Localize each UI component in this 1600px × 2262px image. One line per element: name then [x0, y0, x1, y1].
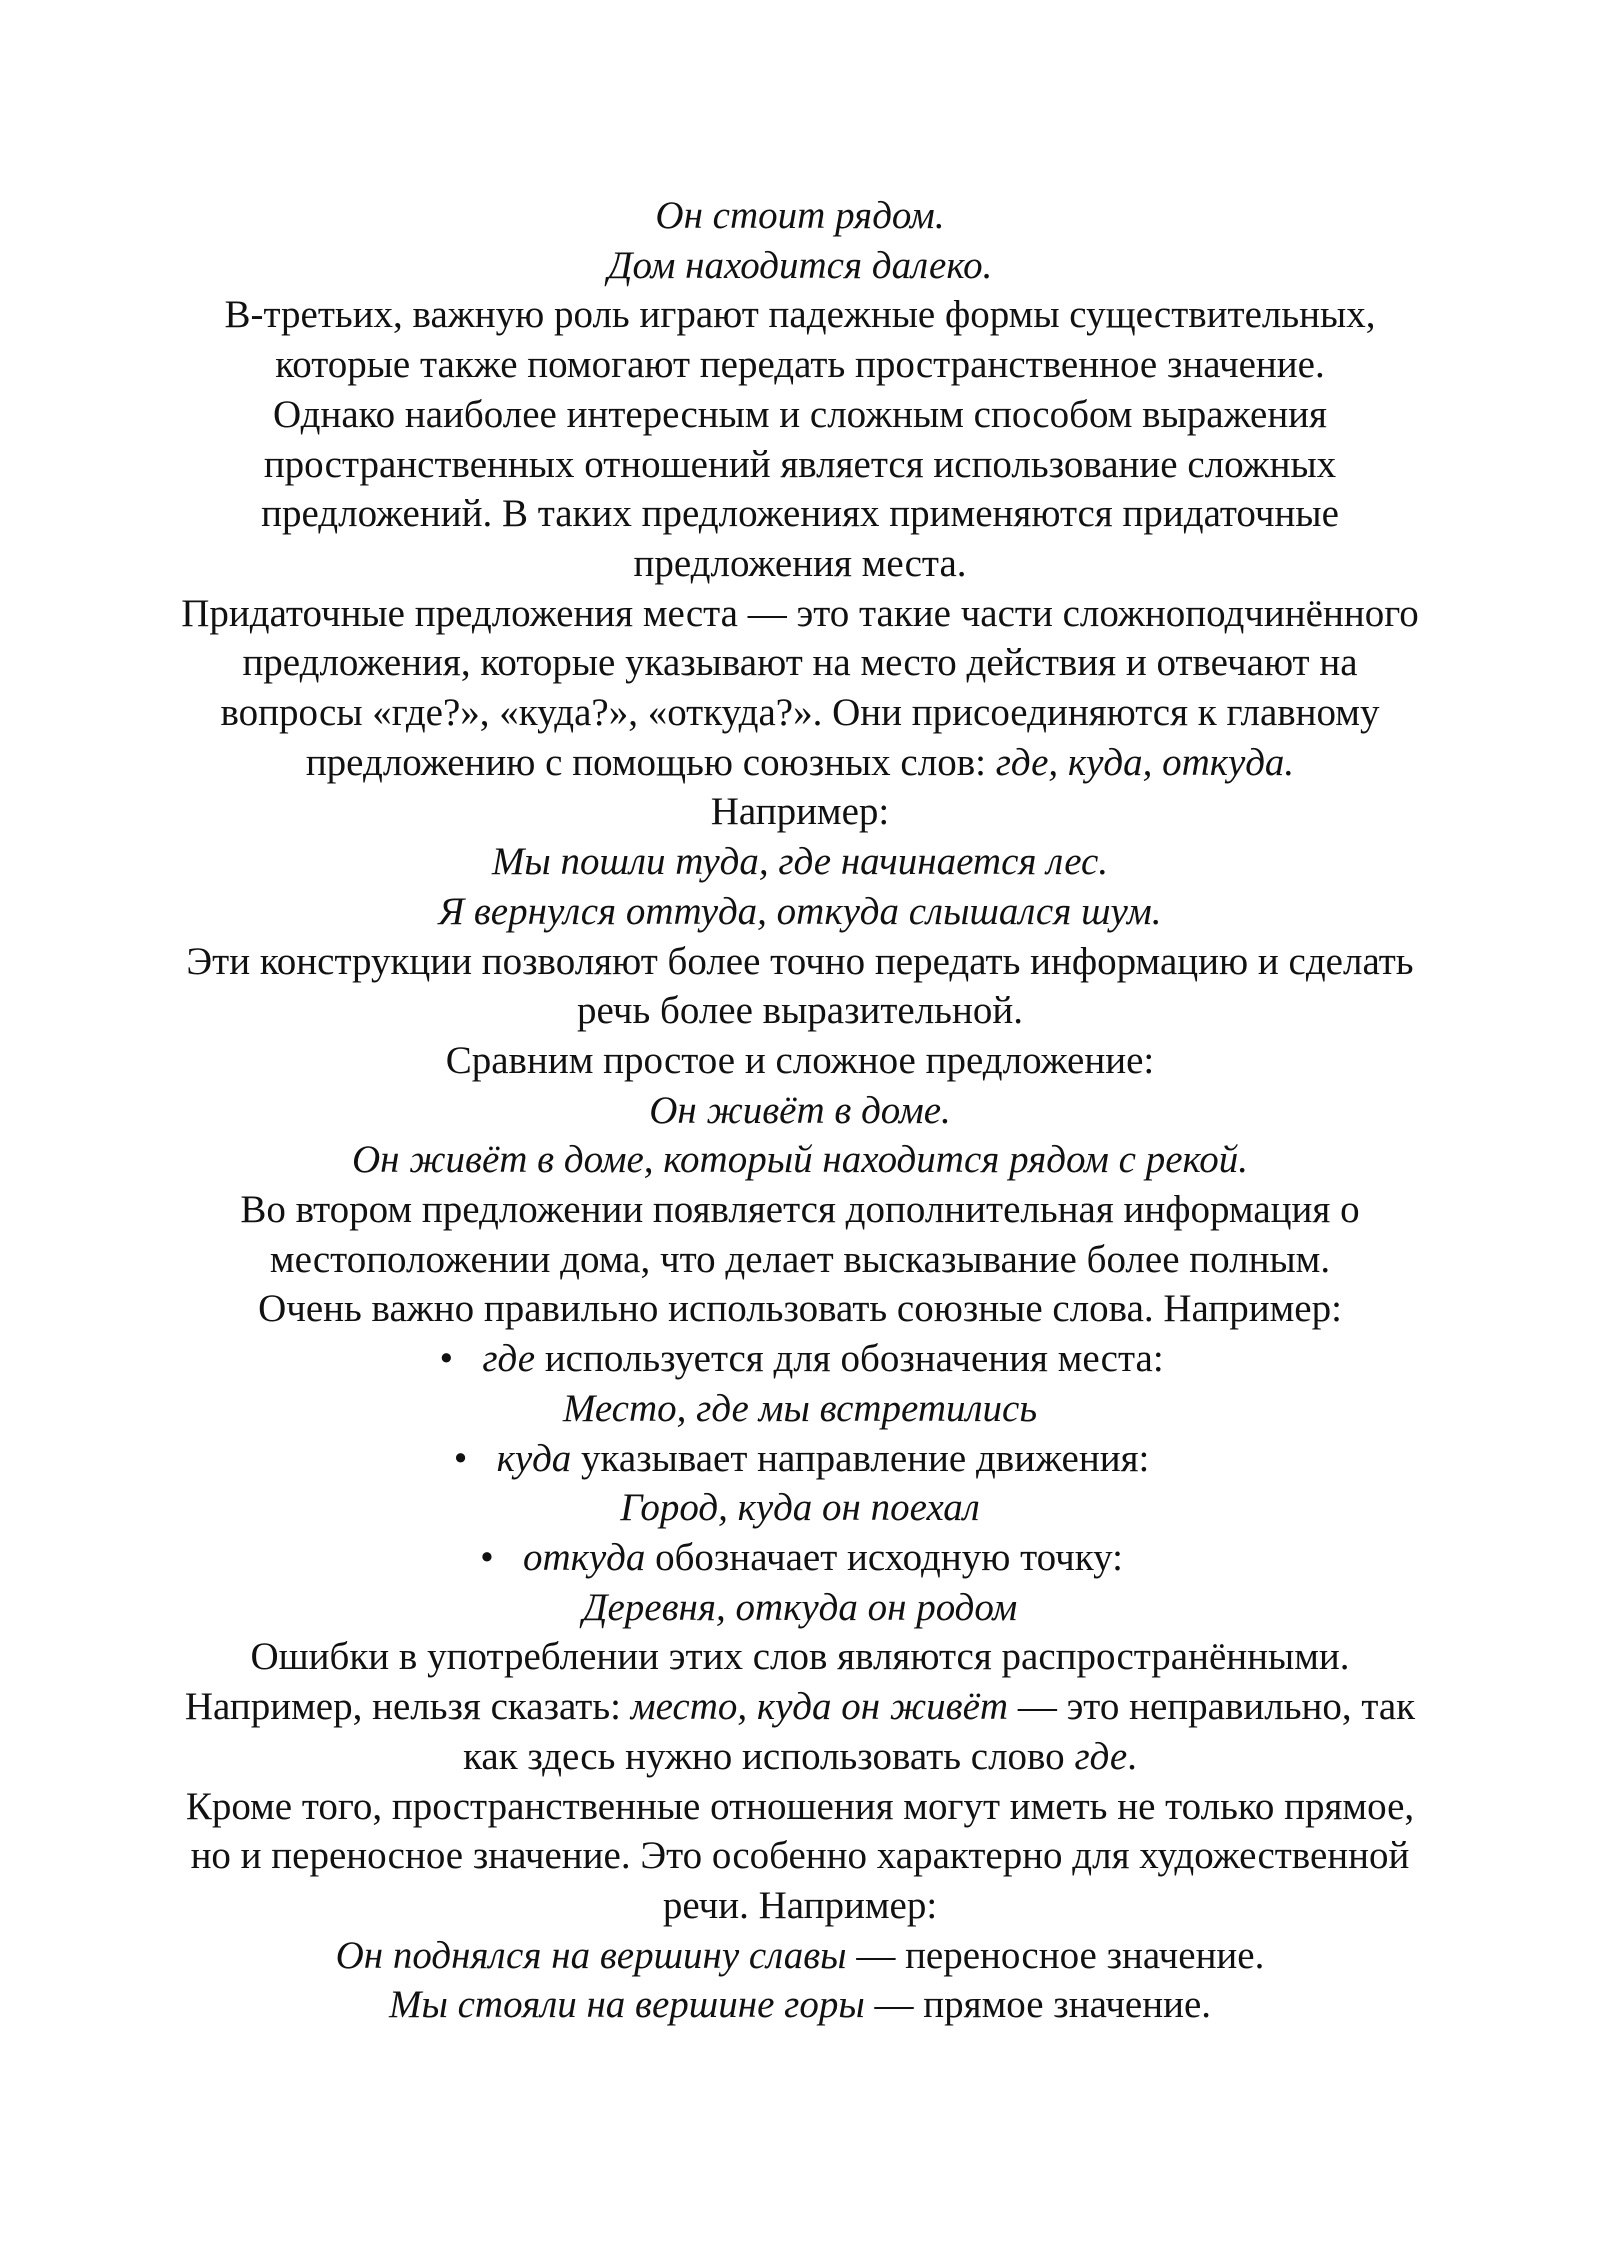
text-line [100, 440, 1500, 490]
text-line [100, 738, 1500, 788]
text-line [100, 688, 1500, 738]
text-segment: Например, нельзя сказать: [184, 1685, 631, 1729]
text-line [100, 837, 1500, 887]
italic-text-segment: Он живёт в доме, который находится рядом с рекой. [351, 1138, 1249, 1182]
text-segment: Например: [710, 790, 890, 834]
text-segment: . [1127, 1734, 1137, 1778]
italic-text-segment: место, куда он живёт [630, 1685, 1009, 1729]
text-line [100, 1782, 1500, 1832]
text-segment: предложению с помощью союзных слов: [305, 740, 996, 784]
bullet-marker: • [453, 1436, 468, 1480]
text-segment: Ошибки в употреблении этих слов являются распространёнными. [250, 1635, 1350, 1679]
text-line [100, 1583, 1500, 1633]
text-segment: Во втором предложении появляется дополнительная информация о [240, 1188, 1360, 1232]
text-line [100, 1185, 1500, 1235]
text-segment: предложения места. [633, 541, 967, 585]
text-line [100, 340, 1500, 390]
text-segment: Придаточные предложения места — это такие части сложноподчинённого [181, 591, 1419, 635]
text-line [100, 1036, 1500, 1086]
italic-text-segment: Он живёт в доме. [649, 1088, 951, 1132]
text-segment: как здесь нужно использовать слово [463, 1734, 1075, 1778]
text-line [100, 1931, 1500, 1981]
bullet-line [100, 1434, 1500, 1484]
text-line [100, 589, 1500, 639]
italic-text-segment: Мы стояли на вершине горы [388, 1983, 865, 2027]
text-line [100, 1732, 1500, 1782]
text-segment: — это неправильно, так [1008, 1685, 1416, 1729]
text-segment: Однако наиболее интересным и сложным способом выражения [272, 392, 1327, 436]
text-segment: Очень важно правильно использовать союзные слова. Например: [258, 1287, 1342, 1331]
italic-text-segment: где, куда, откуда. [995, 740, 1295, 784]
text-segment: но и переносное значение. Это особенно характерно для художественной [190, 1834, 1410, 1878]
text-line [100, 638, 1500, 688]
text-segment: речь более выразительной. [577, 989, 1023, 1033]
text-line [100, 1632, 1500, 1682]
text-segment: которые также помогают передать пространственное значение. [275, 343, 1325, 387]
italic-text-segment: Дом находится далеко. [607, 243, 993, 287]
text-line [100, 290, 1500, 340]
text-line [100, 191, 1500, 241]
text-line [100, 1135, 1500, 1185]
text-segment: речи. Например: [662, 1883, 938, 1927]
text-line [100, 390, 1500, 440]
italic-text-segment: где [1074, 1734, 1128, 1778]
text-segment: местоположении дома, что делает высказывание более полным. [269, 1237, 1331, 1281]
text-line [100, 937, 1500, 987]
text-line [100, 1682, 1500, 1732]
bullet-marker: • [480, 1535, 494, 1579]
italic-text-segment: Деревня, откуда он родом [582, 1585, 1018, 1629]
text-segment: указывает направление движения: [571, 1436, 1150, 1480]
text-segment: пространственных отношений является использование сложных [263, 442, 1337, 486]
text-line [100, 1235, 1500, 1285]
text-segment: Сравним простое и сложное предложение: [445, 1038, 1155, 1082]
text-line [100, 241, 1500, 291]
text-segment: — переносное значение. [846, 1933, 1265, 1977]
text-line [100, 986, 1500, 1036]
text-line [100, 887, 1500, 937]
text-line [100, 787, 1500, 837]
text-line [100, 1881, 1500, 1931]
italic-text-segment: Он поднялся на вершину славы [335, 1933, 847, 1977]
bullet-marker: • [439, 1337, 454, 1381]
text-segment: предложения, которые указывают на место действия и отвечают на [242, 641, 1358, 685]
text-line [100, 1980, 1500, 2030]
italic-text-segment: где [482, 1337, 536, 1381]
text-segment: Кроме того, пространственные отношения могут иметь не только прямое, [185, 1784, 1415, 1828]
text-segment: вопросы «где?», «куда?», «откуда?». Они присоединяются к главному [220, 691, 1380, 735]
document-page [100, 191, 1500, 2030]
text-line [100, 1284, 1500, 1334]
italic-text-segment: Я вернулся оттуда, откуда слышался шум. [438, 889, 1162, 933]
text-segment: — прямое значение. [864, 1983, 1212, 2027]
italic-text-segment: Город, куда он поехал [620, 1486, 980, 1530]
text-line [100, 1086, 1500, 1136]
text-segment: В-третьих, важную роль играют падежные формы существительных, [224, 293, 1376, 337]
text-line [100, 1483, 1500, 1533]
italic-text-segment: Место, где мы встретились [562, 1386, 1038, 1430]
italic-text-segment: Он стоит рядом. [655, 194, 945, 237]
italic-text-segment: куда [496, 1436, 572, 1480]
text-line [100, 1831, 1500, 1881]
text-segment: обозначает исходную точку: [645, 1535, 1123, 1579]
bullet-line [100, 1533, 1500, 1583]
italic-text-segment: откуда [523, 1535, 646, 1579]
bullet-line [100, 1334, 1500, 1384]
text-line [100, 539, 1500, 589]
text-segment: предложений. В таких предложениях применяются придаточные [261, 492, 1339, 536]
text-line [100, 1384, 1500, 1434]
text-line [100, 489, 1500, 539]
italic-text-segment: Мы пошли туда, где начинается лес. [491, 840, 1109, 884]
text-segment: Эти конструкции позволяют более точно передать информацию и сделать [186, 939, 1414, 983]
text-segment: используется для обозначения места: [535, 1337, 1164, 1381]
